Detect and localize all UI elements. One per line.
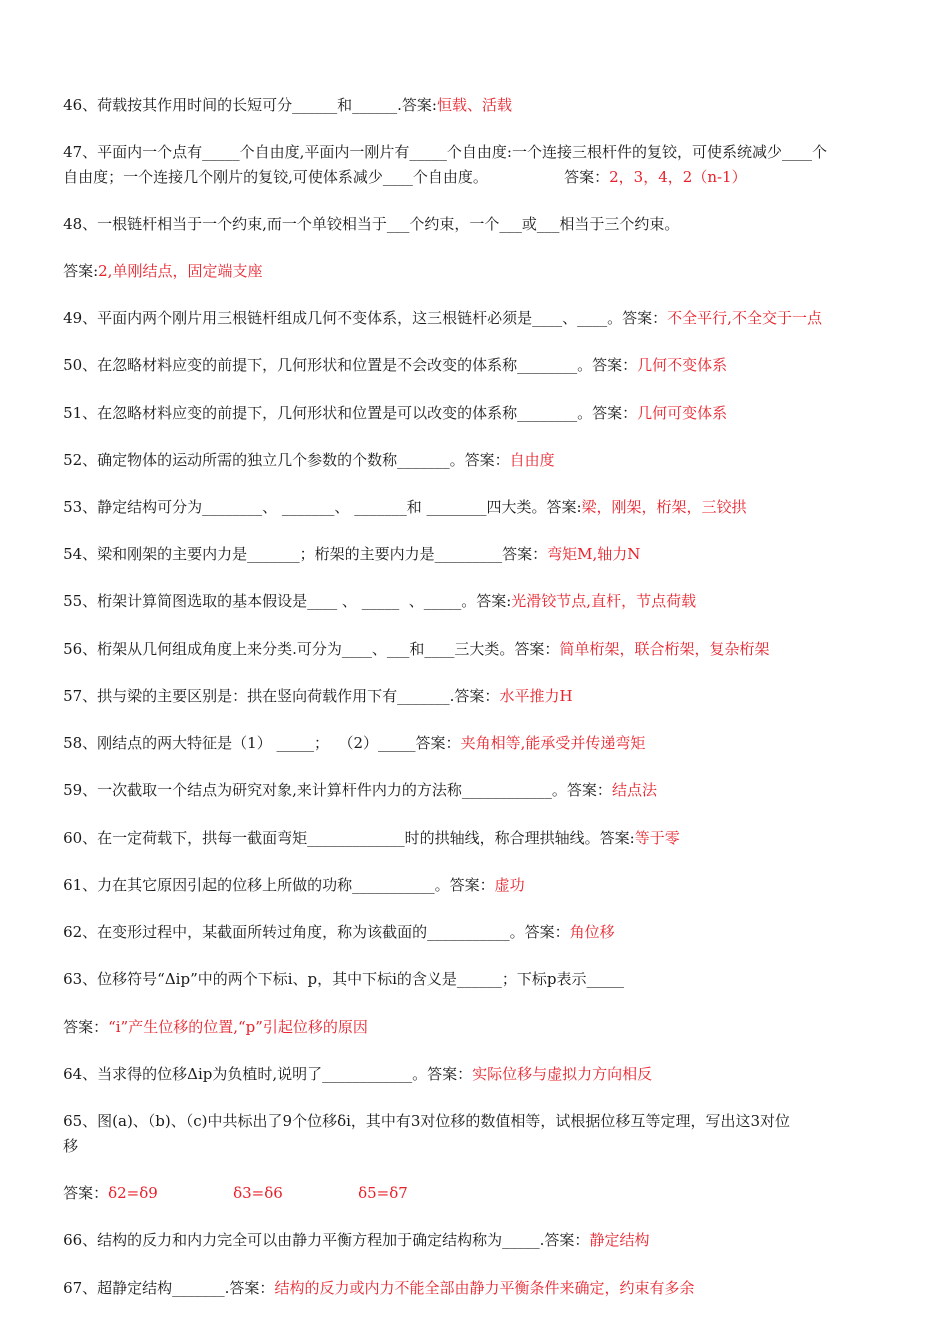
answer-text: 2，3，4，2（n-1）	[609, 168, 747, 186]
answer-text: 结点法	[611, 781, 657, 799]
question-text: 48、一根链杆相当于一个约束,而一个单铰相当于___个约束，一个___或___相当于三个约束。	[63, 215, 680, 233]
question-text: 57、拱与梁的主要区别是：拱在竖向荷载作用下有_______.答案：	[63, 687, 500, 705]
answer-text: 梁，刚架，桁架，三铰拱	[581, 498, 747, 516]
question-text: 67、超静定结构_______.答案：	[63, 1279, 275, 1297]
answer-label: 答案：	[63, 1018, 109, 1036]
question-text: 自由度；一个连接几个刚片的复铰,可使体系减少____个自由度。 答案：	[63, 168, 610, 186]
question-text: 61、力在其它原因引起的位移上所做的功称___________。答案：	[63, 876, 495, 894]
answer-text: 角位移	[569, 923, 615, 941]
question-text: 50、在忽略材料应变的前提下，几何形状和位置是不会改变的体系称________。答案：	[63, 356, 638, 374]
question-text: 49、平面内两个刚片用三根链杆组成几何不变体系，这三根链杆必须是____、____。答案：	[63, 309, 668, 327]
answer-text: 光滑铰节点,直杆，节点荷载	[511, 592, 697, 610]
question-text: 46、荷载按其作用时间的长短可分______和______.答案:	[63, 96, 437, 114]
answer-text: 不全平行,不全交于一点	[667, 309, 822, 327]
question-text: 59、一次截取一个结点为研究对象,来计算杆件内力的方法称____________。答案：	[63, 781, 612, 799]
answer-text: 几何可变体系	[637, 404, 728, 422]
question-text: 58、刚结点的两大特征是（1） _____； （2）_____答案：	[63, 734, 461, 752]
answer-text: 简单桁架，联合桁架，复杂桁架	[559, 640, 770, 658]
answer-text: 恒载、活载	[437, 96, 513, 114]
answer-text: 几何不变体系	[637, 356, 728, 374]
answer-text: 等于零	[634, 829, 680, 847]
question-67	[44, 1255, 906, 1321]
answer-text: 夹角相等,能承受并传递弯矩	[460, 734, 646, 752]
answer-text: 虚功	[494, 876, 525, 894]
answer-text: 弯矩M,轴力N	[547, 545, 641, 563]
answer-text: 2,单刚结点，固定端支座	[98, 262, 263, 280]
answer-pair-1: δ2=δ9	[108, 1184, 158, 1202]
answer-pair-2: δ3=δ6	[233, 1184, 283, 1202]
question-text: 65、图(a)、（b)、（c)中共标出了9个位移δi，其中有3对位移的数值相等，试根据位移互等定理，写出这3对位	[63, 1112, 790, 1130]
question-text: 51、在忽略材料应变的前提下，几何形状和位置是可以改变的体系称________。答案：	[63, 404, 638, 422]
question-text: 64、当求得的位移Δip为负植时,说明了____________。答案：	[63, 1065, 473, 1083]
answer-text: 水平推力H	[499, 687, 573, 705]
answer-text: 实际位移与虚拟力方向相反	[472, 1065, 653, 1083]
answer-text: 结构的反力或内力不能全部由静力平衡条件来确定，约束有多余	[274, 1279, 695, 1297]
answer-text: 自由度	[509, 451, 555, 469]
answer-text: “i”产生位移的位置,“p”引起位移的原因	[108, 1018, 368, 1036]
question-text: 53、静定结构可分为________、 _______、 _______和 ________四大类。答案:	[63, 498, 582, 516]
question-text: 63、位移符号“Δip”中的两个下标i、p，其中下标i的含义是______；下标p表示_____	[63, 970, 625, 988]
question-text: 60、在一定荷载下，拱每一截面弯矩_____________时的拱轴线，称合理拱轴线。答案:	[63, 829, 635, 847]
question-text: 47、平面内一个点有_____个自由度,平面内一刚片有_____个自由度:一个连接三根杆件的复铰，可使系统减少____个	[63, 143, 827, 161]
answer-label: 答案：	[63, 1184, 109, 1202]
question-text: 56、桁架从几何组成角度上来分类.可分为____、___和____三大类。答案：	[63, 640, 560, 658]
question-text: 52、确定物体的运动所需的独立几个参数的个数称_______。答案：	[63, 451, 510, 469]
question-text: 55、桁架计算简图选取的基本假设是____ 、 _____ 、_____。答案:	[63, 592, 512, 610]
question-text: 移	[63, 1137, 79, 1155]
answer-pair-3: δ5=δ7	[358, 1184, 408, 1202]
question-text: 54、梁和刚架的主要内力是_______；桁架的主要内力是_________答案：	[63, 545, 548, 563]
answer-label: 答案:	[63, 262, 99, 280]
answer-text: 静定结构	[589, 1231, 650, 1249]
question-text: 66、结构的反力和内力完全可以由静力平衡方程加于确定结构称为_____.答案：	[63, 1231, 590, 1249]
question-text: 62、在变形过程中，某截面所转过角度，称为该截面的___________。答案：	[63, 923, 570, 941]
